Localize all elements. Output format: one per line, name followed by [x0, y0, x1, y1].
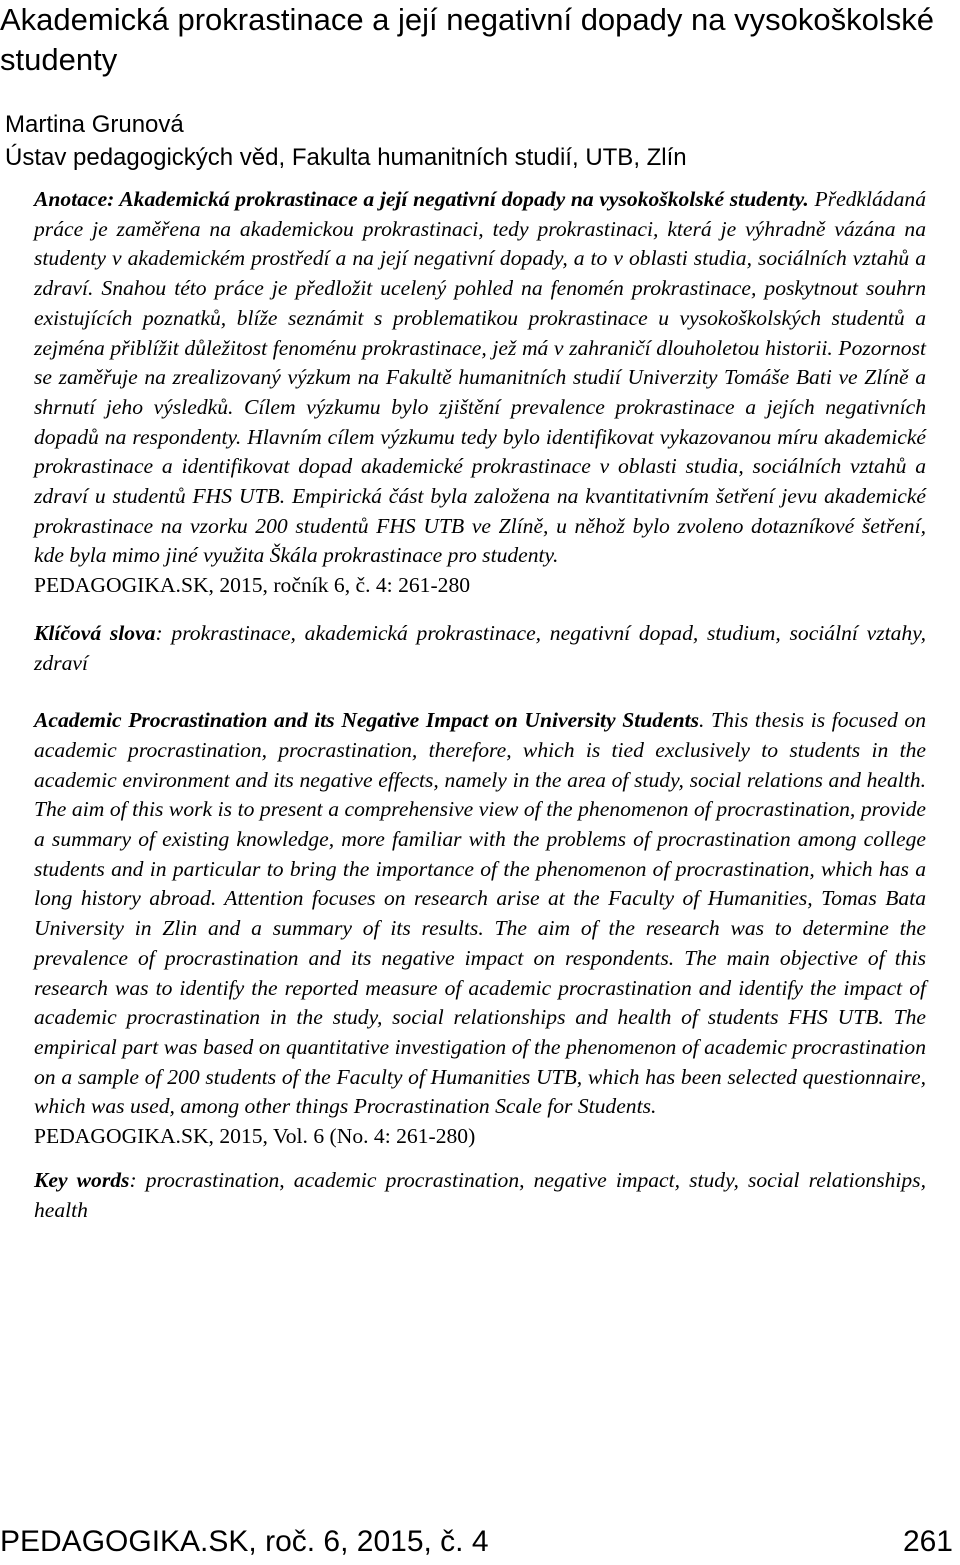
abstract-cz-lead: Anotace: Akademická prokrastinace a její negativní dopady na vysokoškolské studenty.	[34, 187, 809, 211]
keywords-cz-label: Klíčová slova	[34, 620, 156, 645]
keywords-en	[34, 1166, 926, 1225]
abstract-section	[34, 185, 926, 1225]
footer-page-number: 261	[902, 1525, 953, 1558]
abstract-cz-citation: PEDAGOGIKA.SK, 2015, ročník 6, č. 4: 261-280	[34, 573, 471, 598]
keywords-cz	[34, 619, 926, 678]
keywords-cz-text: : prokrastinace, akademická prokrastinace, negativní dopad, studium, sociální vztahy, zdraví	[34, 620, 926, 675]
author-affiliation: Ústav pedagogických věd, Fakulta humanitních studií, UTB, Zlín	[5, 144, 687, 171]
author-block	[5, 108, 945, 174]
abstract-cz	[34, 185, 926, 571]
page-footer	[0, 1522, 953, 1562]
author-name: Martina Grunová	[5, 111, 184, 138]
abstract-en-lead: Academic Procrastination and its Negative Impact on University Students	[34, 708, 700, 733]
keywords-en-label: Key words	[34, 1167, 130, 1192]
article-title: Akademická prokrastinace a její negativní dopady na vysokoškolské studenty	[0, 2, 934, 77]
abstract-en	[34, 706, 926, 1122]
keywords-en-text: : procrastination, academic procrastination, negative impact, study, social relationships, health	[34, 1167, 926, 1222]
abstract-cz-body: Předkládaná práce je zaměřena na akademickou prokrastinaci, tedy prokrastinaci, která je výhradně vázána na studenty v akademickém prostředí a na její negativní dopady, a to v oblasti studia, sociálních vztahů a zdraví. Snahou této práce je předložit ucelený pohled na fenomén prokrastinace, poskytnout souhrn existujících poznatků, blíže seznámit s problematikou prokrastinace u vysokoškolských studentů a zejména přiblížit důležitost fenoménu prokrastinace, jež má v zahraničí dlouholetou historii. Pozornost se zaměřuje na zrealizovaný výzkum na Fakultě humanitních studií Univerzity Tomáše Bati ve Zlíně a shrnutí jeho výsledků. Cílem výzkumu bylo zjištění prevalence prokrastinace a jejích negativních dopadů na respondenty. Hlavním cílem výzkumu tedy bylo identifikovat vykazovanou míru akademické prokrastinace a identifikovat dopad akademické prokrastinace v oblasti studia, sociálních vztahů a zdraví u studentů FHS UTB. Empirická část byla založena na kvantitativním šetření jevu akademické prokrastinace na vzorku 200 studentů FHS UTB ve Zlíně, u něhož bylo zvoleno dotazníkové šetření, kde byla mimo jiné využita Škála prokrastinace pro studenty.	[34, 187, 926, 568]
abstract-en-body: . This thesis is focused on academic procrastination, procrastination, therefore, which is tied exclusively to students in the academic environment and its negative effects, namely in the area of study, social relations and health. The aim of this work is to present a comprehensive view of the phenomenon of procrastination, provide a summary of existing knowledge, more familiar with the problems of procrastination among college students and in particular to bring the importance of the phenomenon of procrastination, which has a long history abroad. Attention focuses on research arise at the Faculty of Humanities, Tomas Bata University in Zlin and a summary of its results. The aim of the research was to determine the prevalence of procrastination and its negative impact on respondents. The main objective of this research was to identify the reported measure of academic procrastination and identify the impact of academic procrastination in the study, social relationships and health of students FHS UTB. The empirical part was based on quantitative investigation of the phenomenon of academic procrastination on a sample of 200 students of the Faculty of Humanities UTB, which has been selected questionnaire, which was used, among other things Procrastination Scale for Students.	[34, 708, 926, 1119]
abstract-en-citation: PEDAGOGIKA.SK, 2015, Vol. 6 (No. 4: 261-280)	[34, 1124, 476, 1149]
footer-journal: PEDAGOGIKA.SK, roč. 6, 2015, č. 4	[0, 1525, 489, 1558]
